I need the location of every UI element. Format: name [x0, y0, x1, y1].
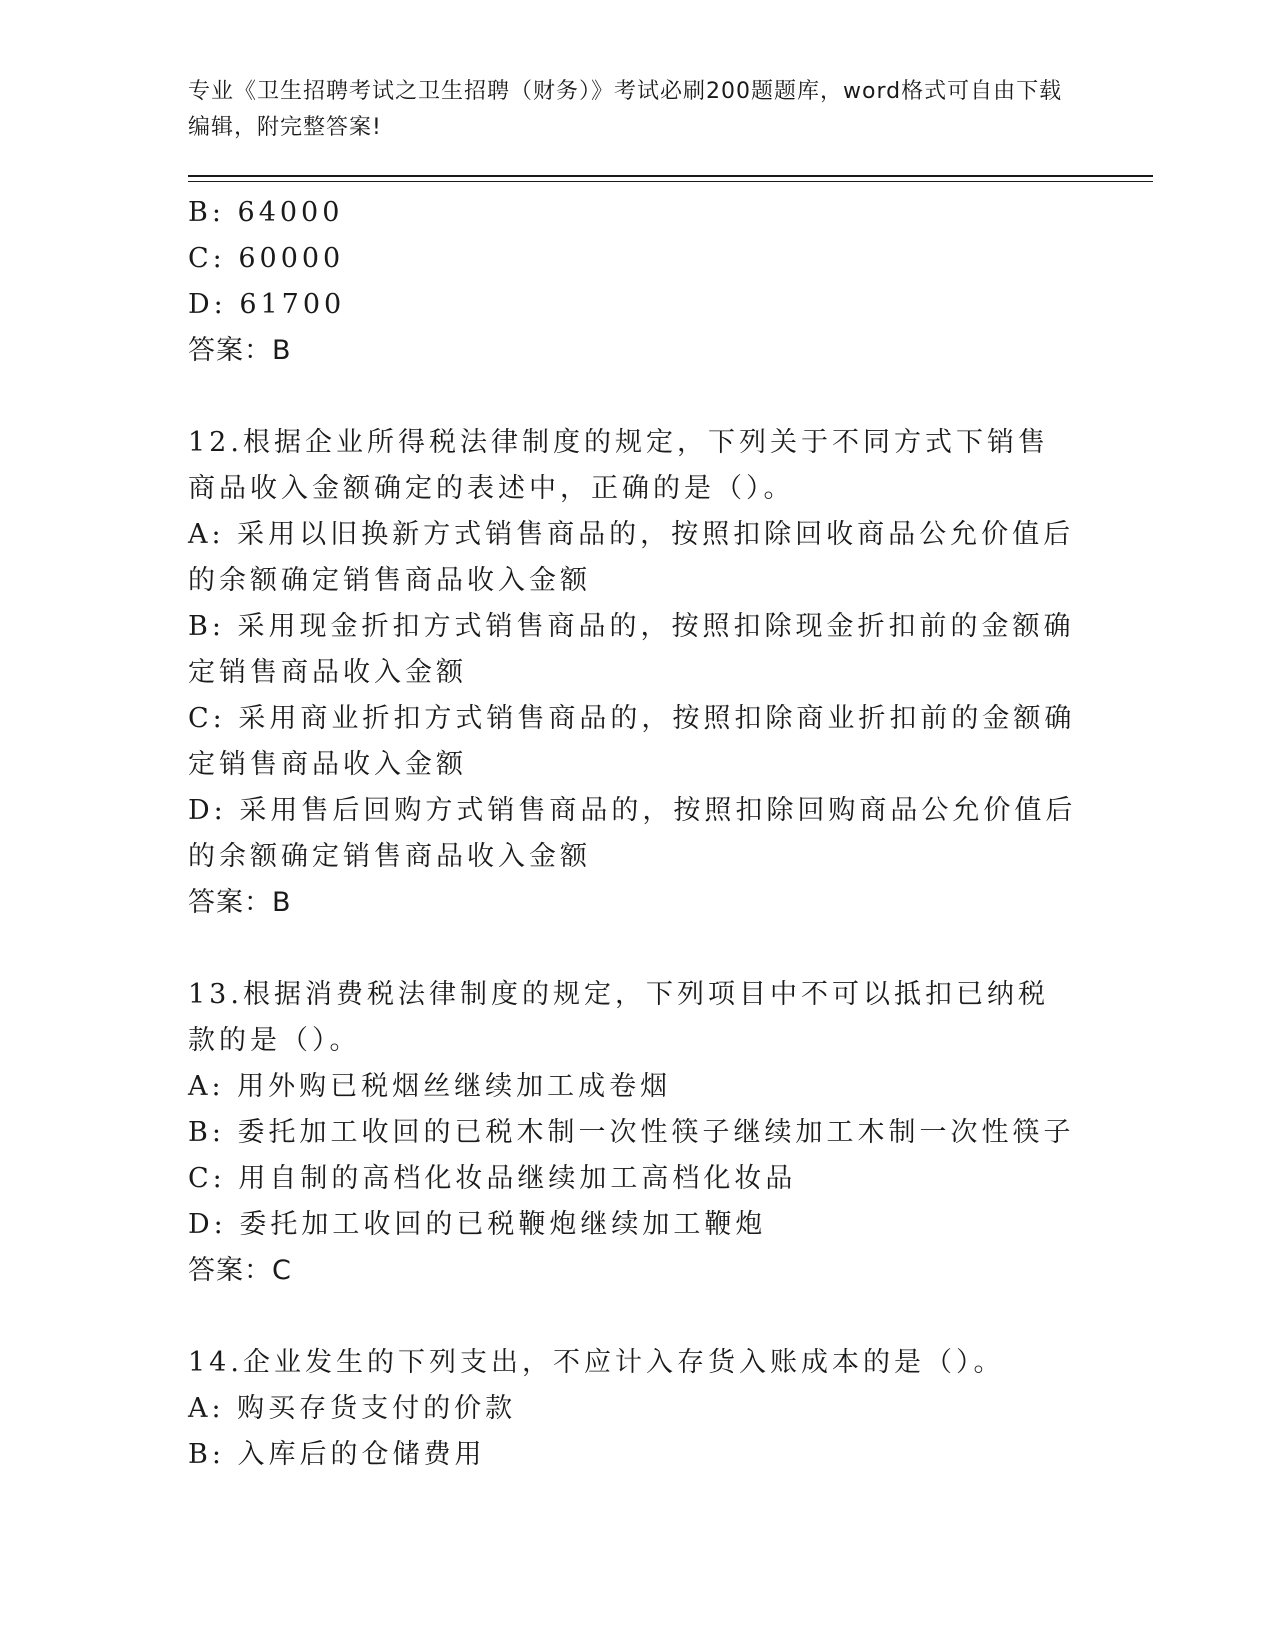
option-c: C: 用自制的高档化妆品继续加工高档化妆品 [188, 1163, 797, 1194]
option-d: D: 61700 [188, 289, 346, 320]
header-divider-bottom [188, 181, 1153, 182]
question-stem: 14.企业发生的下列支出，不应计入存货入账成本的是（）。 [188, 1347, 1005, 1378]
spacer [188, 1294, 1078, 1340]
option-b: B: 委托加工收回的已税木制一次性筷子继续加工木制一次性筷子 [188, 1117, 1075, 1148]
answer-line: 答案：B [188, 335, 292, 366]
question-13-block [188, 972, 1078, 1294]
option-a: A: 购买存货支付的价款 [188, 1393, 517, 1424]
question-14-block [188, 1340, 1078, 1478]
question-12-block [188, 420, 1078, 926]
answer-line: 答案：C [188, 1255, 292, 1286]
document-header: 专业《卫生招聘考试之卫生招聘（财务）》考试必刷200题题库，word格式可自由下载编辑，附完整答案! [188, 79, 1063, 140]
option-d: D: 采用售后回购方式销售商品的，按照扣除回购商品公允价值后的余额确定销售商品收入金额 [188, 795, 1077, 872]
question-11-block [188, 190, 1078, 374]
question-stem: 12.根据企业所得税法律制度的规定，下列关于不同方式下销售商品收入金额确定的表述中，正确的是（）。 [188, 427, 1049, 504]
spacer [188, 374, 1078, 420]
answer-line: 答案：B [188, 887, 292, 918]
option-b: B: 入库后的仓储费用 [188, 1439, 486, 1470]
option-c: C: 采用商业折扣方式销售商品的，按照扣除商业折扣前的金额确定销售商品收入金额 [188, 703, 1076, 780]
option-a: A: 采用以旧换新方式销售商品的，按照扣除回收商品公允价值后的余额确定销售商品收入金额 [188, 519, 1075, 596]
question-content [188, 190, 1078, 1478]
option-b: B: 采用现金折扣方式销售商品的，按照扣除现金折扣前的金额确定销售商品收入金额 [188, 611, 1075, 688]
spacer [188, 926, 1078, 972]
question-stem: 13.根据消费税法律制度的规定，下列项目中不可以抵扣已纳税款的是（）。 [188, 979, 1049, 1056]
option-c: C: 60000 [188, 243, 345, 274]
option-b: B: 64000 [188, 197, 344, 228]
option-a: A: 用外购已税烟丝继续加工成卷烟 [188, 1071, 672, 1102]
header-divider-top [188, 175, 1153, 177]
option-d: D: 委托加工收回的已税鞭炮继续加工鞭炮 [188, 1209, 767, 1240]
